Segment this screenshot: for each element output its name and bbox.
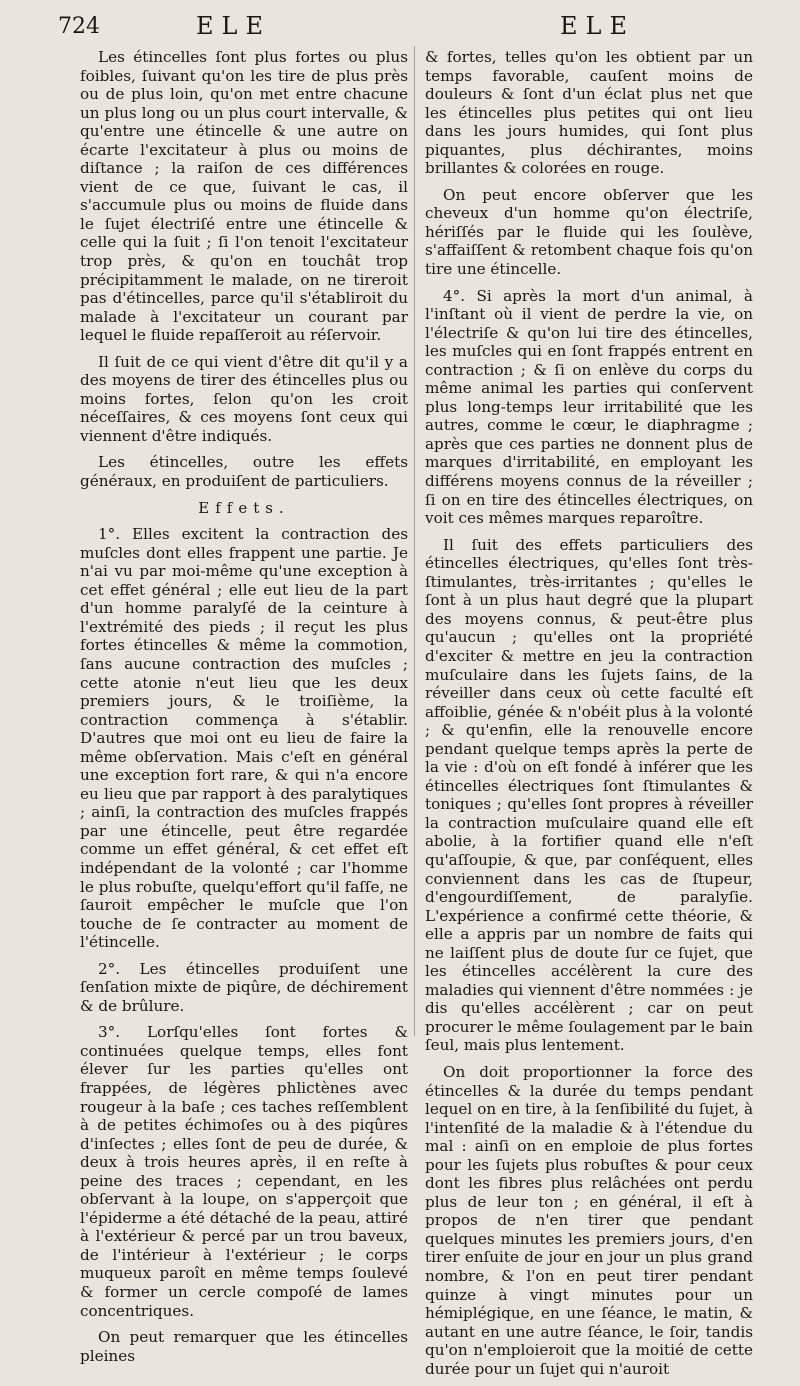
paragraph: On peut encore obſerver que les cheveux d'un homme qu'on électriſe, hériſſés par le fluide qui les ſoulève, s'affaiſſent & retombent chaque fois qu'on tire une étincelle.: [425, 185, 753, 279]
right-column: [425, 48, 753, 1386]
left-column: [80, 48, 408, 1373]
headword-right: ELE: [560, 12, 635, 40]
paragraph: 3°. Lorſqu'elles ſont fortes & continuées quelque temps, elles font élever ſur les parties qu'elles ont frappées, de légères phlictènes avec rougeur à la baſe ; ces taches reſſemblent à de petites échimoſes ou à des piqûres d'inſectes ; elles ſont de peu de durée, & deux à trois heures après, il en reſte à peine des traces ; cependant, en les obſervant à la loupe, on s'apperçoit que l'épiderme a été détaché de la peau, attiré à l'extérieur & percé par un trou baveux, de l'intérieur à l'extérieur ; le corps muqueux paroît en même temps ſoulevé & former un cercle compoſé de lames concentriques.: [80, 1023, 408, 1320]
paragraph: Il ſuit de ce qui vient d'être dit qu'il y a des moyens de tirer des étincelles plus ou moins fortes, ſelon qu'on les croit néceſſaires, & ces moyens ſont ceux qui viennent d'être indiqués.: [80, 352, 408, 445]
paragraph: 1°. Elles excitent la contraction des muſcles dont elles frappent une partie. Je n'ai vu par moi-même qu'une exception à cet effet général ; elle eut lieu de la part d'un homme paralyſé de la ceinture à l'extrémité des pieds ; il reçut les plus fortes étincelles & même la commotion, ſans aucune contraction des muſcles ; cette atonie n'eut lieu que les deux premiers jours, & le troiſième, la contraction commença à s'établir. D'autres que moi ont eu lieu de faire la même obſervation. Mais c'eſt en général une exception fort rare, & qui n'a encore eu lieu que par rapport à des paralytiques ; ainſi, la contraction des muſcles frappés par une étincelle, peut être regardée comme un effet général, & cet effet eſt indépendant de la volonté ; car l'homme le plus robuſte, quelqu'effort qu'il faſſe, ne ſauroit empêcher le muſcle que l'on touche de ſe contracter au moment de l'étincelle.: [80, 525, 408, 952]
paragraph: 2°. Les étincelles produiſent une ſenſation mixte de piqûre, de déchirement & de brûlure.: [80, 959, 408, 1015]
paragraph: On doit proportionner la force des étincelles & la durée du temps pendant lequel on en tire, à la ſenſibilité du ſujet, à l'intenſité de la maladie & à l'étendue du mal : ainſi on en emploie de plus fortes pour les ſujets plus robuſtes & pour ceux dont les fibres plus relâchées ont perdu plus de leur ton ; en général, il eſt à propos de n'en tirer que pendant quelques minutes les premiers jours, d'en tirer enſuite de jour en jour un plus grand nombre, & l'on en peut tirer pendant quinze à vingt minutes pour un hémiplégique, en une ſéance, le matin, & autant en une autre ſéance, le ſoir, tandis qu'on n'emploieroit que la moitié de cette durée pour un ſujet qui n'auroit: [425, 1062, 753, 1378]
page-number: 724: [58, 14, 100, 39]
paragraph: On peut remarquer que les étincelles pleines: [80, 1328, 408, 1365]
column-divider: [414, 46, 415, 1036]
paragraph: Les étincelles ſont plus fortes ou plus foibles, ſuivant qu'on les tire de plus près ou de plus loin, qu'on met entre chacune un plus long ou un plus court intervalle, & qu'entre une étincelle & une autre on écarte l'excitateur à plus ou moins de diſtance ; la raiſon de ces différences vient de ce que, ſuivant le cas, il s'accumule plus ou moins de fluide dans le ſujet électriſé entre une étincelle & celle qui la ſuit ; ſi l'on tenoit l'excitateur trop près, & qu'on en touchât trop précipitamment le malade, on ne tireroit pas d'étincelles, parce qu'il s'établiroit du malade à l'excitateur un courant par lequel le fluide repaſſeroit au réſervoir.: [80, 48, 408, 345]
paragraph-continued: & fortes, telles qu'on les obtient par un temps favorable, cauſent moins de douleurs & ſont d'un éclat plus net que les étincelles plus petites qui ont lieu dans les jours humides, qui ſont plus piquantes, plus déchirantes, moins brillantes & colorées en rouge.: [425, 48, 753, 178]
running-header: [0, 12, 800, 42]
section-heading: Effets.: [198, 498, 290, 517]
paragraph: Les étincelles, outre les effets généraux, en produiſent de particuliers.: [80, 453, 408, 491]
headword-left: ELE: [196, 12, 271, 40]
paragraph: 4°. Si après la mort d'un animal, à l'inſtant où il vient de perdre la vie, on l'électriſe & qu'on lui tire des étincelles, les muſcles qui en ſont frappés entrent en contraction ; & ſi on enlève du corps du même animal les parties qui conſervent plus long-temps leur irritabilité que les autres, comme le cœur, le diaphragme ; après que ces parties ne donnent plus de marques d'irritabilité, en employant les différens moyens connus de la réveiller ; ſi on en tire des étincelles électriques, on voit ces mêmes marques reparoître.: [425, 286, 753, 528]
paragraph: Il ſuit des effets particuliers des étincelles électriques, qu'elles ſont très-ſtimulantes, très-irritantes ; qu'elles le ſont à un plus haut degré que la plupart des moyens connus, & peut-être plus qu'aucun ; qu'elles ont la propriété d'exciter & mettre en jeu la contraction muſculaire dans les ſujets ſains, de la réveiller dans ceux où cette faculté eſt affoiblie, génée & n'obéit plus à la volonté ; & qu'enfin, elle la renouvelle encore pendant quelque temps après la perte de la vie : d'où on eſt fondé à inférer que les étincelles électriques ſont ſtimulantes & toniques ; qu'elles ſont propres à réveiller la contraction muſculaire quand elle eſt abolie, à la fortifier quand elle n'eſt qu'aſſoupie, & que, par conſéquent, elles conviennent dans les cas de ſtupeur, d'engourdiſſement, de paralyſie. L'expérience a confirmé cette théorie, & elle a appris par un nombre de faits qui ne laiſſent plus de doute ſur ce ſujet, que les étincelles accélèrent la cure des maladies qui viennent d'être nommées : je dis qu'elles accélèrent ; car on peut procurer le même ſoulagement par le bain ſeul, mais plus lentement.: [425, 535, 753, 1055]
